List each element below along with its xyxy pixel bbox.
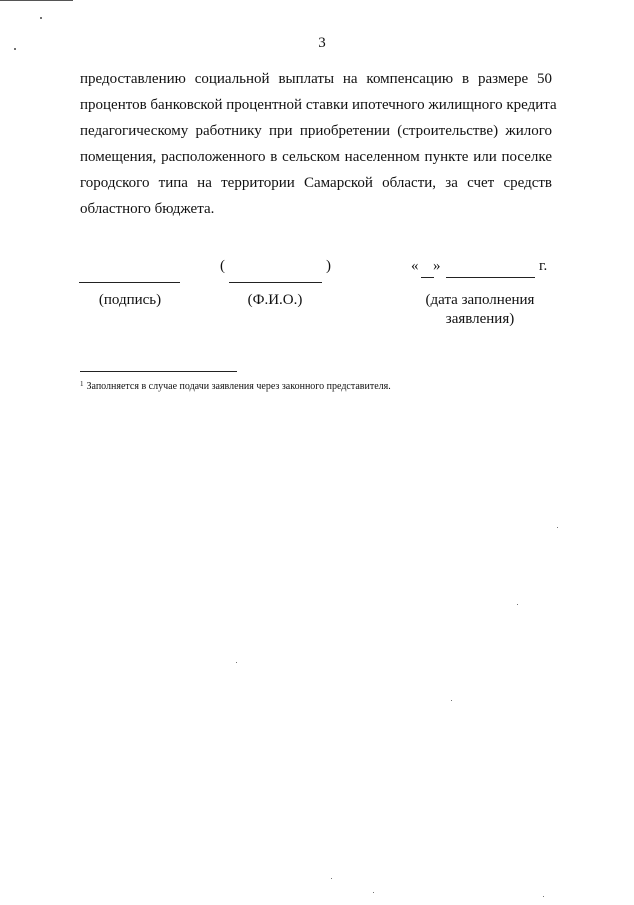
body-line: помещения, расположенного в сельском населенном пункте или поселке — [80, 149, 552, 165]
scan-speck — [373, 892, 374, 893]
scan-speck — [517, 604, 518, 605]
caption-date-line2: заявления) — [445, 311, 515, 327]
footnote — [80, 380, 391, 392]
scan-speck — [451, 700, 452, 701]
fio-close-paren: ) — [326, 258, 331, 274]
fio-line — [229, 282, 322, 283]
date-open-quote: « — [411, 258, 419, 274]
scan-speck — [40, 17, 42, 19]
date-month-line — [446, 277, 535, 278]
caption-signature: (подпись) — [98, 292, 162, 308]
date-close-quote: » — [433, 258, 441, 274]
scan-speck — [557, 527, 558, 528]
footnote-separator — [80, 371, 237, 372]
caption-date-line1: (дата заполнения — [425, 292, 535, 308]
body-line: процентов банковской процентной ставки ипотечного жилищного кредита — [80, 97, 557, 113]
scan-speck — [331, 878, 332, 879]
date-year-suffix: г. — [539, 258, 548, 274]
body-line: областного бюджета. — [80, 201, 215, 217]
date-day-line — [421, 277, 434, 278]
body-line: городского типа на территории Самарской области, за счет средств — [80, 175, 552, 191]
page-number: 3 — [318, 35, 326, 51]
caption-fio: (Ф.И.О.) — [247, 292, 303, 308]
body-line: предоставлению социальной выплаты на компенсацию в размере 50 — [80, 71, 552, 87]
signature-line — [79, 282, 180, 283]
footnote-text: Заполняется в случае подачи заявления через законного представителя. — [86, 381, 391, 392]
body-line: педагогическому работнику при приобретении (строительстве) жилого — [80, 123, 552, 139]
scan-speck — [236, 662, 237, 663]
fio-open-paren: ( — [220, 258, 225, 274]
body-paragraph — [80, 66, 557, 222]
scan-edge-line — [0, 0, 73, 1]
scan-speck — [543, 896, 544, 897]
footnote-marker: 1 — [80, 380, 84, 388]
